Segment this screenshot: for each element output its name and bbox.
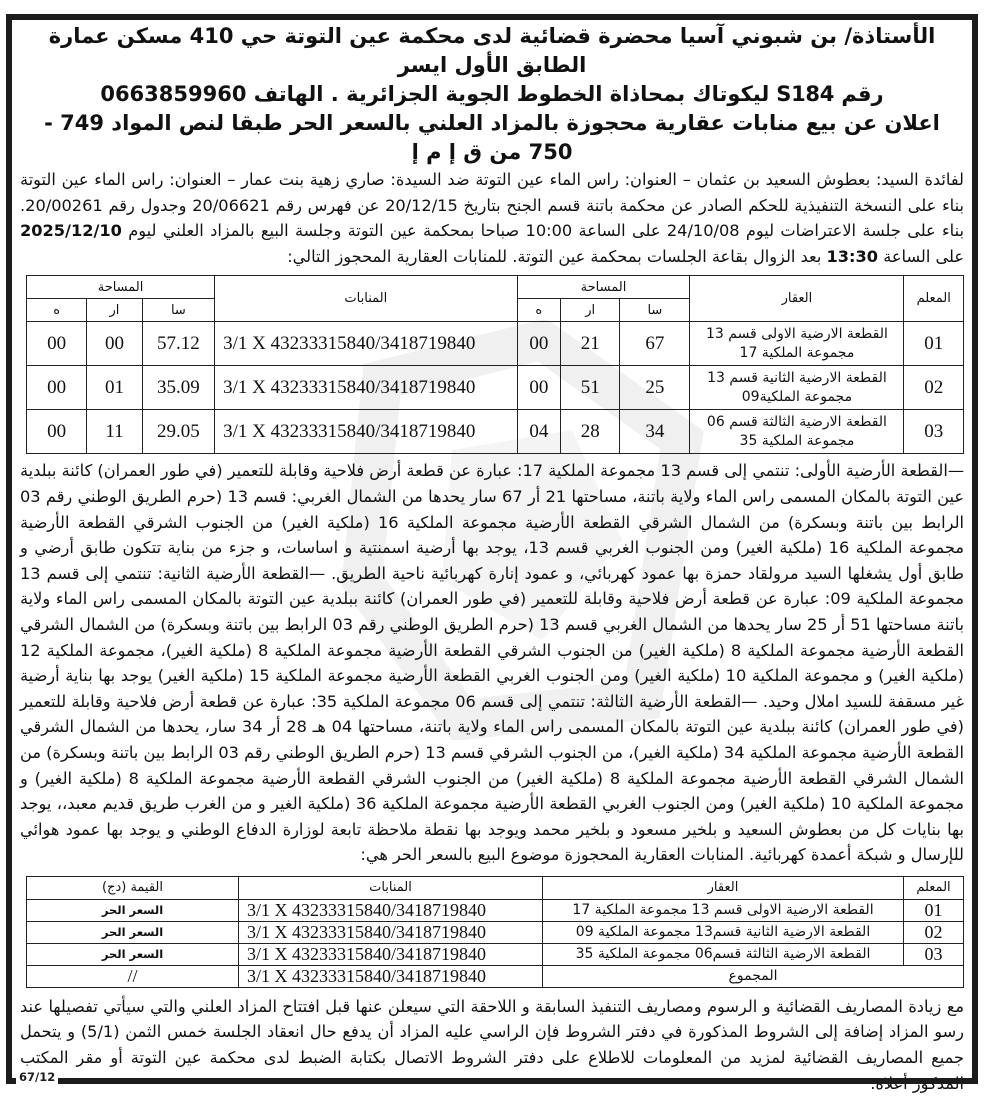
property-name: القطعة الارضية الثانية قسم13 مجموعة الملكية 09 [543,921,904,943]
lot-number: 03 [904,943,964,965]
price-value: السعر الحر [27,921,239,943]
area-sa: 34 [620,410,690,454]
col-share: المنابات [239,876,543,899]
sale-time: 13:30 [826,246,879,266]
share-area-sa: 57.12 [142,322,214,366]
col-ar: ار [561,299,620,322]
property-name: القطعة الارضية الاولى قسم 13 مجموعة الملكية 17 [543,899,904,921]
table-row [27,899,964,921]
share-value: 3/1 X 43233315840/3418719840 [239,921,543,943]
closing-paragraph: مع زيادة المصاريف القضائية و الرسوم ومصاريف التنفيذ السابقة و اللاحقة التي سيعلن عنها قبل افتتاح المزاد العلني والتي سيأتي تفصيلها عند رسو المزاد إضافة إلى الشروط المذكورة في دفتر الشروط فإن الراسي عليه المزاد أن يدفع حال انعقاد الجلسة خمس الثمن (5/1) و يتحمل جميع المصاريف القضائية لمزيد من المعلومات للاطلاع على دفتر الشروط الاتصال بكتابة الضبط لدى محكمة عين التوتة أو مقر المكتب [20,996,964,1068]
total-share: 3/1 X 43233315840/3418719840 [239,965,543,987]
share-value: 3/1 X 43233315840/3418719840 [215,410,517,454]
area-sa: 25 [620,366,690,410]
intro-text-mid: على الساعة [878,246,964,266]
lot3-label: القطعة الأرضية الثالثة [595,691,742,711]
table-row [27,322,964,366]
share-area-ha: 00 [27,410,87,454]
share-area-sa: 29.05 [142,410,214,454]
share-area-ar: 00 [87,322,142,366]
col-sa: سا [620,299,690,322]
share-value: 3/1 X 43233315840/3418719840 [239,943,543,965]
lot3-description: : تنتمي إلى قسم 06 مجموعة الملكية 35: عبارة عن قطعة أرض فلاحية وقابلة للتعمير (في طور العمران) كائنة ببلدية عين التوتة بالمكان المسمى راس الماء ولاية باتنة، مساحتها 04 هـ 28 أر 34 سار، يحدها من الشمال الشرقي القطعة الأرضية مجموعة الملكية 34 (ملكية الغير)، من الجنوب الشرقي قسم 13 (حرم الطريق الوطني رقم 03 الرابط بين باتنة وبسكرة) من الشمال الشرقي القطعة الأرضية مجموعة الملكية 8 (ملكية الغير) من الجنوب الشرقي القطعة الأرضية مجموعة الملكية 8 (ملكية الغير) و مجموعة الملكية 10 (ملكية الغير) ومن الجنوب الغربي القطعة الأرضية مجموعة الملكية 36 (ملكية الغير و من الغرب طريق قديم معبد،، يوجد بها بنايات كل من بعطوش السعيد و بلخير مسعود و بلخير محمد ويوجد بها نقطة ملاحظة تابعة لوزارة الدفاع الوطني و يوجد بها عمود هوائي للإرسال و شبكة أعمدة كهربائية. المنابات العقارية المحجوزة موضوع البيع بالسعر الحر هي: [20,691,965,865]
col-lot: المعلم [904,276,964,322]
lot-number: 02 [904,366,964,410]
share-area-sa: 35.09 [142,366,214,410]
share-value: 3/1 X 43233315840/3418719840 [215,322,517,366]
col-property: العقار [690,276,904,322]
sale-date: 2025/12/10 [20,221,122,241]
property-name: القطعة الارضية الثانية قسم 13 مجموعة الملكية09 [690,366,904,410]
table-row [27,943,964,965]
share-area-ha: 00 [27,366,87,410]
area-ha: 00 [517,366,561,410]
col-ar-2: ار [87,299,142,322]
col-area: المساحة [517,276,690,299]
lot-number: 01 [904,322,964,366]
col-area-2: المساحة [27,276,215,299]
share-value: 3/1 X 43233315840/3418719840 [239,899,543,921]
share-area-ha: 00 [27,322,87,366]
area-ha: 00 [517,322,561,366]
total-label: المجموع [543,965,964,987]
area-ar: 21 [561,322,620,366]
notice-frame [6,14,978,1084]
header-line-2: رقم S184 ليكوتاك بمحاذاة الخطوط الجوية الجزائرية . الهاتف 0663859960 [100,82,884,106]
property-name: القطعة الارضية الثالثة قسم 06 مجموعة الملكية 35 [690,410,904,454]
footer-code: 67/12 [16,1070,58,1084]
area-sa: 67 [620,322,690,366]
area-ha: 04 [517,410,561,454]
col-share: المنابات [215,276,517,322]
properties-description: —القطعة الأرضية الأولى: تنتمي إلى قسم 13 مجموعة الملكية 17: عبارة عن قطعة أرض فلاحية وقابلة للتعمير (في طور العمران) كائنة ببلدية عين التوتة بالمكان المسمى راس الماء ولاية باتنة، مساحتها 21 أر 67 سار يحدها من الشمال الغربي: قسم 13 (حرم الطريق الوطني رقم 03 الرابط بين باتنة وبسكرة) من الشمال الشرقي القطعة الأرضية مجموعة الملكية 16 (ملكية الغير) من الجنوب الشرقي القطعة الأرضية مجموعة الملكية 16 (ملكية الغير) ومن الجنوب الغربي قسم 13، يوجد بها أرضية اسمنتية و اساسات، و جزء من بناية تتكون طابق أرضي و طابق أول يشغلها السيد مرولقاد حمزة بها عمود كهربائي، و عمود إنارة كهربائية ناحية الطريق. —القطعة الأرضية الثانية: تنتمي إلى قسم 13 مجموعة الملكية 09: عبارة عن قطعة أرض فلاحية وقابلة للتعمير (في طور العمران) كائنة ببلدية عين التوتة بالمكان المسمى راس الماء ولاية باتنة مساحتها 51 أر 25 سار يحدها من الشمال الغربي قسم 13 (حرم الطريق الوطني رقم 03 الرابط بين باتنة وبسكرة) من الشمال الشرقي القطعة الأرضية مجموعة الملكية 8 (ملكية الغير) من الجنوب الشرقي القطعة الأرضية مجموعة الملكية 8 (ملكية الغير)، مجموعة الملكية 12 (ملكية الغير) و مجموعة الملكية 10 (ملكية الغير) ومن الجنوب الغربي القطعة الأرضية مجموعة الملكية 15 (ملكية الغير) يوجد بها بناية أرضية غير مسقفة للسيد املال وحيد. —القطعة الأرضية الثالثة: تنتمي إلى قسم 06 مجموعة الملكية 35: عبارة عن قطعة أرض فلاحية وقابلة للتعمير (في طور العمران) كائنة ببلدية عين التوتة بالمكان المسمى راس الماء ولاية باتنة، مساحتها 04 هـ 28 أر 34 سار، يحدها من الشمال الشرقي القطعة الأرضية مجموعة الملكية 34 (ملكية الغير)، من الجنوب الشرقي قسم 13 (حرم الطريق الوطني رقم 03 الرابط بين باتنة وبسكرة) من الشمال الشرقي القطعة الأرضية مجموعة الملكية 8 (ملكية الغير) من الجنوب الشرقي القطعة الأرضية مجموعة الملكية 8 (ملكية الغير) و مجموعة الملكية 10 (ملكية الغير) ومن الجنوب الغربي القطعة الأرضية مجموعة الملكية 36 (ملكية الغير و من الغرب طريق قديم معبد،، يوجد بها بنايات كل من بعطوش السعيد و بلخير مسعود و بلخير محمد ويوجد بها نقطة ملاحظة تابعة لوزارة الدفاع الوطني و يوجد بها عمود هوائي للإرسال و شبكة أعمدة كهربائية. المنابات العقارية المحجوزة موضوع البيع بالسعر الحر هي: [20,461,965,865]
price-value: السعر الحر [27,943,239,965]
lot2-label: القطعة الأرضية الثانية [162,563,310,583]
table-row [27,410,964,454]
area-ar: 51 [561,366,620,410]
lot1-label: القطعة الأرضية الأولى [800,461,948,481]
intro-paragraph [20,167,964,269]
intro-text-end: بعد الزوال بقاعة الجلسات بمحكمة عين التوتة. للمنابات العقارية المحجوز التالي: [287,246,827,266]
lot-number: 03 [904,410,964,454]
header-line-1: الأستاذة/ بن شبوني آسيا محضرة قضائية لدى محكمة عين التوتة حي 410 مسكن عمارة الطابق الأول ايسر [48,24,936,77]
lot2-description: : تنتمي إلى قسم 13 مجموعة الملكية 09: عبارة عن قطعة أرض فلاحية وقابلة للتعمير (في طور العمران) كائنة ببلدية عين التوتة بالمكان المسمى راس الماء ولاية باتنة مساحتها 51 أر 25 سار يحدها من الشمال الغربي قسم 13 (حرم الطريق الوطني رقم 03 الرابط بين باتنة وبسكرة) من الشمال الشرقي القطعة الأرضية مجموعة الملكية 8 (ملكية الغير) من الجنوب الشرقي القطعة الأرضية مجموعة الملكية 8 (ملكية الغير)، مجموعة الملكية 12 (ملكية الغير) و مجموعة الملكية 10 (ملكية الغير) ومن الجنوب الغربي القطعة الأرضية مجموعة الملكية 15 (ملكية الغير) يوجد بها بناية أرضية غير مسقفة للسيد املال وحيد. [20,563,965,711]
table-row [27,366,964,410]
lot1-description: : تنتمي إلى قسم 13 مجموعة الملكية 17: عبارة عن قطعة أرض فلاحية وقابلة للتعمير (في طور العمران) كائنة ببلدية عين التوتة بالمكان المسمى راس الماء ولاية باتنة، مساحتها 21 أر 67 سار يحدها من الشمال الغربي: قسم 13 (حرم الطريق الوطني رقم 03 الرابط بين باتنة وبسكرة) من الشمال الشرقي القطعة الأرضية مجموعة الملكية 16 (ملكية الغير) من الجنوب الشرقي القطعة الأرضية مجموعة الملكية 16 (ملكية الغير) ومن الجنوب الغربي قسم 13، يوجد بها أرضية اسمنتية و اساسات، و جزء من بناية تتكون طابق أرضي و طابق أول يشغلها السيد مرولقاد حمزة بها عمود كهربائي، و عمود إنارة كهربائية ناحية الطريق. [20,461,964,583]
property-name: القطعة الارضية الثالثة قسم06 مجموعة الملكية 35 [543,943,904,965]
sale-summary-table [26,876,964,988]
share-value: 3/1 X 43233315840/3418719840 [215,366,517,410]
price-value: السعر الحر [27,899,239,921]
intro-text: لفائدة السيد: بعطوش السعيد بن عثمان – العنوان: راس الماء عين التوتة ضد السيدة: صاري زهية بنت عمار – العنوان: راس الماء عين التوتة بناء على النسخة التنفيذية للحكم الصادر عن محكمة باتنة قسم الجنح بتاريخ 20/12/15 عن فهرس رقم 20/06621 وجدول رقم 20/00261. بناء على جلسة الاعتراضات ليوم 24/10/08 على الساعة 10:00 صباحا بمحكمة عين التوتة وجلسة البيع بالمزاد العلني ليوم [20,170,964,241]
lot-number: 01 [904,899,964,921]
col-lot: المعلم [904,876,964,899]
col-ha-2: ه [27,299,87,322]
share-area-ar: 01 [87,366,142,410]
total-row [27,965,964,987]
properties-area-table [26,275,964,454]
total-value: // [27,965,239,987]
area-ar: 28 [561,410,620,454]
share-area-ar: 11 [87,410,142,454]
notice-content [20,22,964,1096]
table-row [27,921,964,943]
notice-title: اعلان عن بيع منابات عقارية محجوزة بالمزاد العلني بالسعر الحر طبقا لنص المواد 749 - 750 من ق إ م إ [44,111,940,164]
col-property: العقار [543,876,904,899]
property-name: القطعة الارضية الاولى قسم 13 مجموعة الملكية 17 [690,322,904,366]
col-value: القيمة (دج) [27,876,239,899]
footer-rule [60,1078,966,1084]
col-sa-2: سا [142,299,214,322]
lot-number: 02 [904,921,964,943]
col-ha: ه [517,299,561,322]
